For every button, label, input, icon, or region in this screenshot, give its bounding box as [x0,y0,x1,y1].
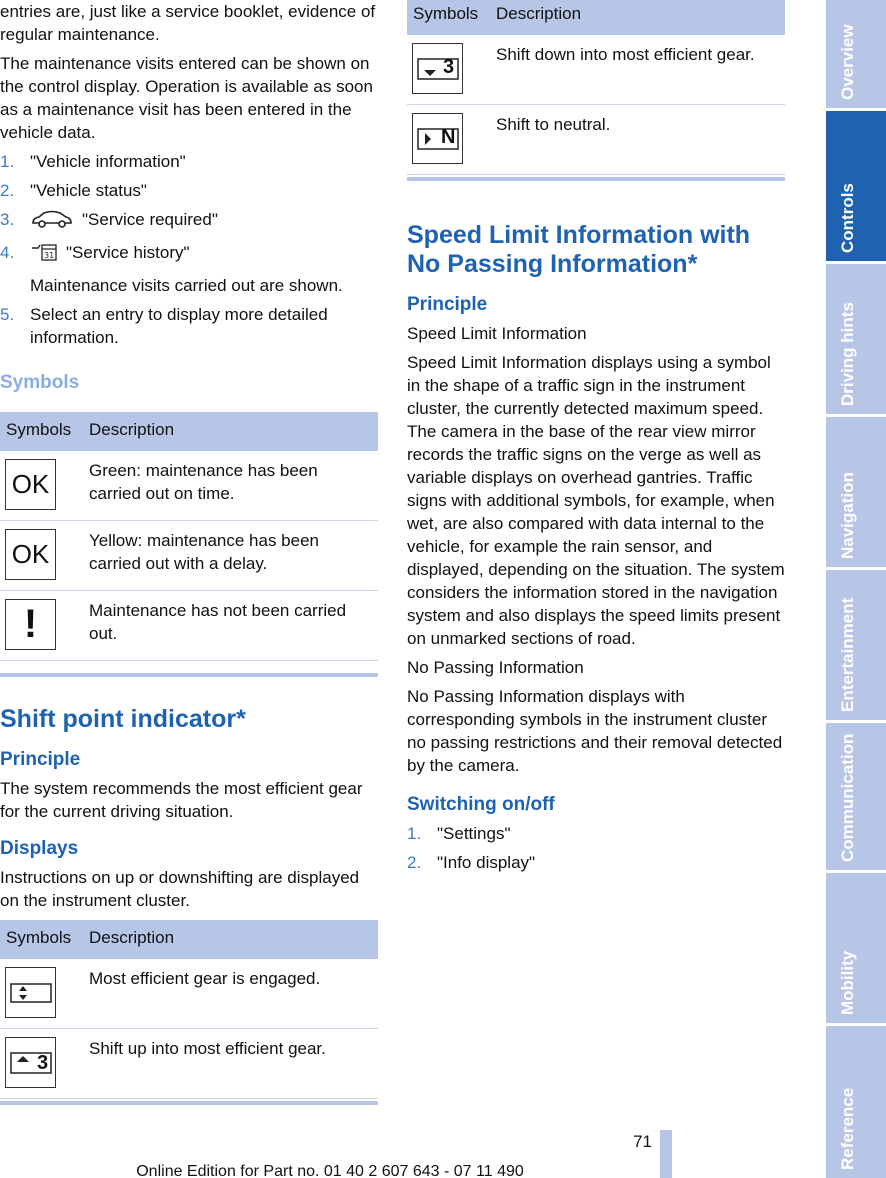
principle-heading: Principle [407,294,488,315]
car-icon [30,209,74,235]
table-row [407,105,785,175]
row-description: Shift to neutral. [490,105,785,175]
principle-heading: Principle [0,749,81,770]
intro-paragraph-2: The maintenance visits entered can be shown on the control display. Operation is available as soon as a maintenance visit has been entered in the vehicle data. [0,54,373,142]
list-item: 4. 31 "Service history" Maintenance visits carried out are shown. [0,241,378,297]
shift-down-icon [412,43,463,94]
tab-entertainment[interactable]: Entertainment [826,570,886,723]
tab-reference[interactable]: Reference [826,1026,886,1178]
table-row [0,451,378,521]
list-item: 5. Select an entry to display more detailed information. [0,305,328,347]
list-item: 1. "Vehicle information" [0,152,186,171]
efficient-gear-icon [5,967,56,1018]
table-header-symbols: Symbols [407,0,490,35]
edition-footer: Online Edition for Part no. 01 40 2 607 643 - 07 11 490 [136,1163,524,1178]
switch-steps-list [407,822,785,874]
maintenance-symbols-table [0,412,378,661]
section-divider [0,673,378,677]
row-description: Shift down into most efficient gear. [490,35,785,105]
page-marker-bar [660,1130,672,1178]
gear-number: 3 [36,1052,49,1074]
gear-letter: N [441,126,456,148]
page-number: 71 [633,1132,652,1151]
list-item: 1. "Settings" [407,824,511,843]
table-row [0,959,378,1029]
row-description: Maintenance has not been carried out. [83,591,378,661]
intro-paragraph-1: entries are, just like a service booklet, evidence of regular maintenance. [0,2,376,44]
table-row [0,1029,378,1099]
tab-mobility[interactable]: Mobility [826,873,886,1026]
table-header-symbols: Symbols [0,412,83,451]
sli-text: Speed Limit Information displays using a symbol in the shape of a traffic sign in the instrument cluster, the currently detected maximum speed. The camera in the base of the rear view mirror records the traffic signs on the verge as well as variable displays on overhead gantries. Traffic signs with additional symbols, for example, when wet, are also compared with data internal to the vehicle, for example the rain sensor, and displayed, depending on the situation. The system considers the information stored in the navigation system and also displays the speed limits present on unmarked sections of road. [407,353,785,648]
displays-heading: Displays [0,838,79,859]
table-row [0,521,378,591]
table-header-symbols: Symbols [0,920,83,959]
gear-number: 3 [443,56,455,78]
ok-yellow-icon: OK [5,529,56,580]
npi-label: No Passing Information [407,658,584,677]
section-divider [0,1101,378,1105]
row-description: Shift up into most efficient gear. [83,1029,378,1099]
shift-up-icon [5,1037,56,1088]
tab-driving-hints[interactable]: Driving hints [826,264,886,417]
sli-label: Speed Limit Information [407,324,587,343]
right-column [407,0,785,880]
displays-text: Instructions on up or downshifting are displayed on the instrument cluster. [0,868,360,910]
row-description: Green: maintenance has been carried out on time. [83,451,378,521]
shift-symbols-table-continued [407,0,785,175]
neutral-icon [412,113,463,164]
switching-heading: Switching on/off [407,794,555,815]
row-description: Most efficient gear is engaged. [83,959,378,1029]
shift-point-title: Shift point indicator* [0,705,246,733]
speed-limit-title: Speed Limit Information with No Passing Information* [407,221,751,278]
ok-green-icon: OK [5,459,56,510]
table-header-description: Description [490,0,785,35]
left-column [0,0,378,1133]
tab-controls[interactable]: Controls [826,111,886,264]
svg-text:31: 31 [44,251,55,260]
tab-overview[interactable]: Overview [826,0,886,111]
steps-list [0,150,378,349]
exclamation-icon: ! [5,599,56,650]
list-item: 2. "Info display" [407,853,536,872]
list-item: 3. "Service required" [0,208,378,235]
tab-communication[interactable]: Communication [826,723,886,873]
calendar-service-icon [30,242,58,268]
step-note: Maintenance visits carried out are shown. [30,276,343,295]
tab-navigation[interactable]: Navigation [826,417,886,570]
chapter-tabs [826,0,886,1178]
table-header-description: Description [83,412,378,451]
table-row [0,591,378,661]
table-header-description: Description [83,920,378,959]
list-item: 2. "Vehicle status" [0,181,147,200]
table-row [407,35,785,105]
npi-text: No Passing Information displays with corresponding symbols in the instrument cluster no passing restrictions and their removal detected by the camera. [407,687,783,775]
section-divider [407,177,785,181]
row-description: Yellow: maintenance has been carried out with a delay. [83,521,378,591]
symbols-heading: Symbols [0,372,80,393]
principle-text: The system recommends the most efficient gear for the current driving situation. [0,779,363,821]
shift-symbols-table [0,920,378,1099]
